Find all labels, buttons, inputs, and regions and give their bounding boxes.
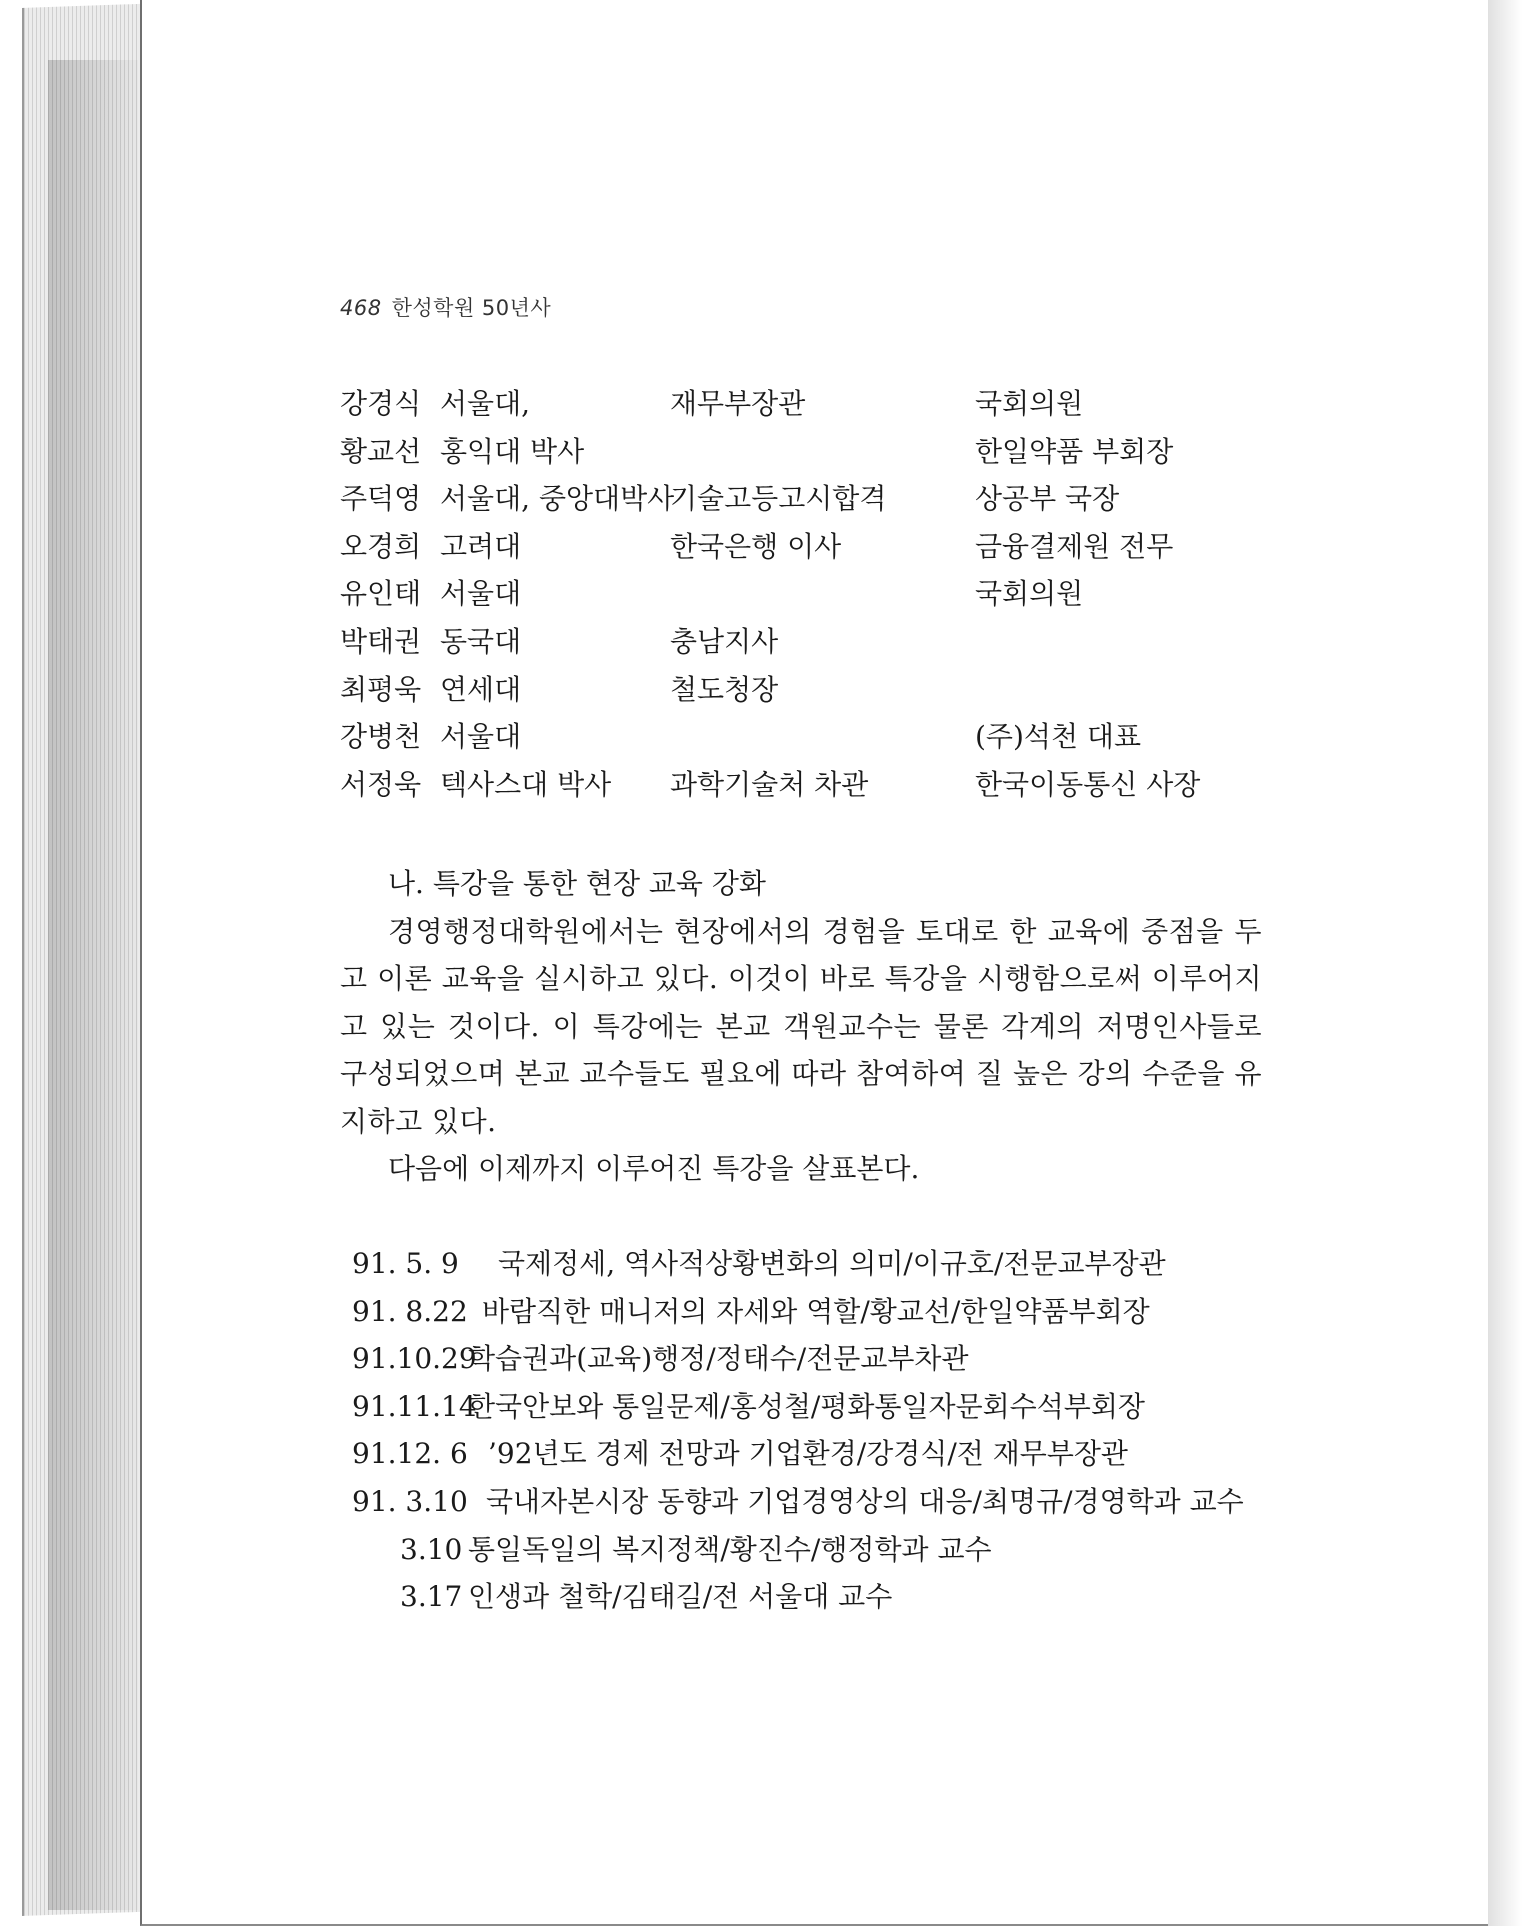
lecture-item (352, 1383, 1272, 1431)
roster-name: 강병천 (340, 720, 422, 754)
roster-school: 서울대 (440, 720, 522, 754)
special-lecture-section (340, 860, 1262, 1193)
roster-position: (주)석천 대표 (975, 720, 1141, 754)
roster-row (340, 713, 1260, 761)
lecture-date: 3.17 (400, 1580, 463, 1614)
roster-position: 한국이동통신 사장 (975, 767, 1201, 801)
roster-name: 최평욱 (340, 672, 422, 706)
intro-sentence: 다음에 이제까지 이루어진 특강을 살표본다. (388, 1152, 920, 1185)
page-shadow (1488, 0, 1522, 1926)
lecture-date: 91. 8.22 (352, 1294, 468, 1328)
lecture-topic: ’92년도 경제 전망과 기업환경/강경식/전 재무부장관 (488, 1437, 1128, 1471)
roster-position: 기술고등고시합격 (670, 482, 887, 516)
roster-name: 유인태 (340, 577, 422, 611)
roster-row (340, 380, 1260, 428)
lecture-date: 3.10 (400, 1532, 463, 1566)
roster-name: 주덕영 (340, 482, 422, 516)
book-edge-shadow (48, 60, 138, 1910)
roster-row (340, 761, 1260, 809)
roster-position: 금융결제원 전무 (975, 529, 1174, 563)
roster-school: 서울대, (440, 387, 531, 420)
roster-position: 철도청장 (670, 672, 779, 706)
roster-name: 황교선 (340, 434, 422, 468)
lecture-date: 91.11.14 (352, 1389, 477, 1423)
lecture-item (352, 1335, 1272, 1383)
lecture-topic: 학습권과(교육)행정/정태수/전문교부차관 (468, 1342, 969, 1376)
roster-name: 강경식 (340, 387, 422, 420)
roster-row (340, 618, 1260, 666)
roster-position: 충남지사 (670, 624, 779, 658)
lecture-topic: 국제정세, 역사적상황변화의 의미/이규호/전문교부장관 (498, 1247, 1166, 1280)
roster-school: 서울대 (440, 577, 522, 611)
roster-school: 동국대 (440, 624, 522, 658)
roster-school: 고려대 (440, 529, 522, 563)
lecture-topic: 국내자본시장 동향과 기업경영상의 대응/최명규/경영학과 교수 (486, 1484, 1244, 1518)
alumni-roster (340, 380, 1260, 808)
roster-position: 국회의원 (975, 387, 1084, 420)
lecture-topic: 바람직한 매니저의 자세와 역할/황교선/한일약품부회장 (482, 1294, 1150, 1328)
page-number: 468 (340, 296, 382, 320)
lecture-item (352, 1288, 1272, 1336)
roster-position: 재무부장관 (670, 387, 806, 420)
roster-position: 상공부 국장 (975, 482, 1120, 516)
lecture-topic: 통일독일의 복지정책/황진수/행정학과 교수 (468, 1532, 992, 1566)
lecture-list (352, 1240, 1272, 1621)
lecture-date: 91. 5. 9 (352, 1247, 459, 1280)
roster-position: 국회의원 (975, 577, 1084, 611)
roster-name: 오경희 (340, 529, 422, 563)
roster-row (340, 523, 1260, 571)
lecture-date: 91.12. 6 (352, 1437, 468, 1471)
roster-row (340, 428, 1260, 476)
roster-name: 서정욱 (340, 767, 422, 801)
roster-position: 과학기술처 차관 (670, 767, 869, 801)
section-heading: 나. 특강을 통한 현장 교육 강화 (388, 867, 766, 900)
roster-row (340, 666, 1260, 714)
roster-position: 한일약품 부회장 (975, 434, 1174, 468)
lecture-item (352, 1526, 1272, 1574)
lecture-item (352, 1478, 1272, 1526)
roster-row (340, 475, 1260, 523)
lecture-topic: 인생과 철학/김태길/전 서울대 교수 (468, 1580, 893, 1614)
lecture-date: 91.10.29 (352, 1342, 477, 1376)
roster-school: 텍사스대 박사 (440, 767, 612, 801)
lecture-date: 91. 3.10 (352, 1484, 468, 1518)
roster-position: 한국은행 이사 (670, 529, 842, 563)
lecture-item (352, 1573, 1272, 1621)
book-title: 한성학원 50년사 (391, 296, 552, 320)
running-head (340, 292, 551, 322)
body-paragraph: 경영행정대학원에서는 현장에서의 경험을 토대로 한 교육에 중점을 두고 이론 교육을 실시하고 있다. 이것이 바로 특강을 시행함으로써 이루어지고 있는 것이다. 이 특강에는 본교 객원교수는 물론 각계의 저명인사들로 구성되었으며 본교 교수들도 필요에 따라 참여하여 질 높은 강의 수준을 유지하고 있다. (340, 914, 1262, 1138)
lecture-item (352, 1430, 1272, 1478)
roster-school: 홍익대 박사 (440, 434, 585, 468)
lecture-item (352, 1240, 1272, 1288)
roster-school: 연세대 (440, 672, 522, 706)
roster-name: 박태권 (340, 624, 422, 658)
roster-row (340, 570, 1260, 618)
lecture-topic: 한국안보와 통일문제/홍성철/평화통일자문회수석부회장 (468, 1389, 1145, 1423)
roster-school: 서울대, 중앙대박사 (440, 482, 675, 516)
